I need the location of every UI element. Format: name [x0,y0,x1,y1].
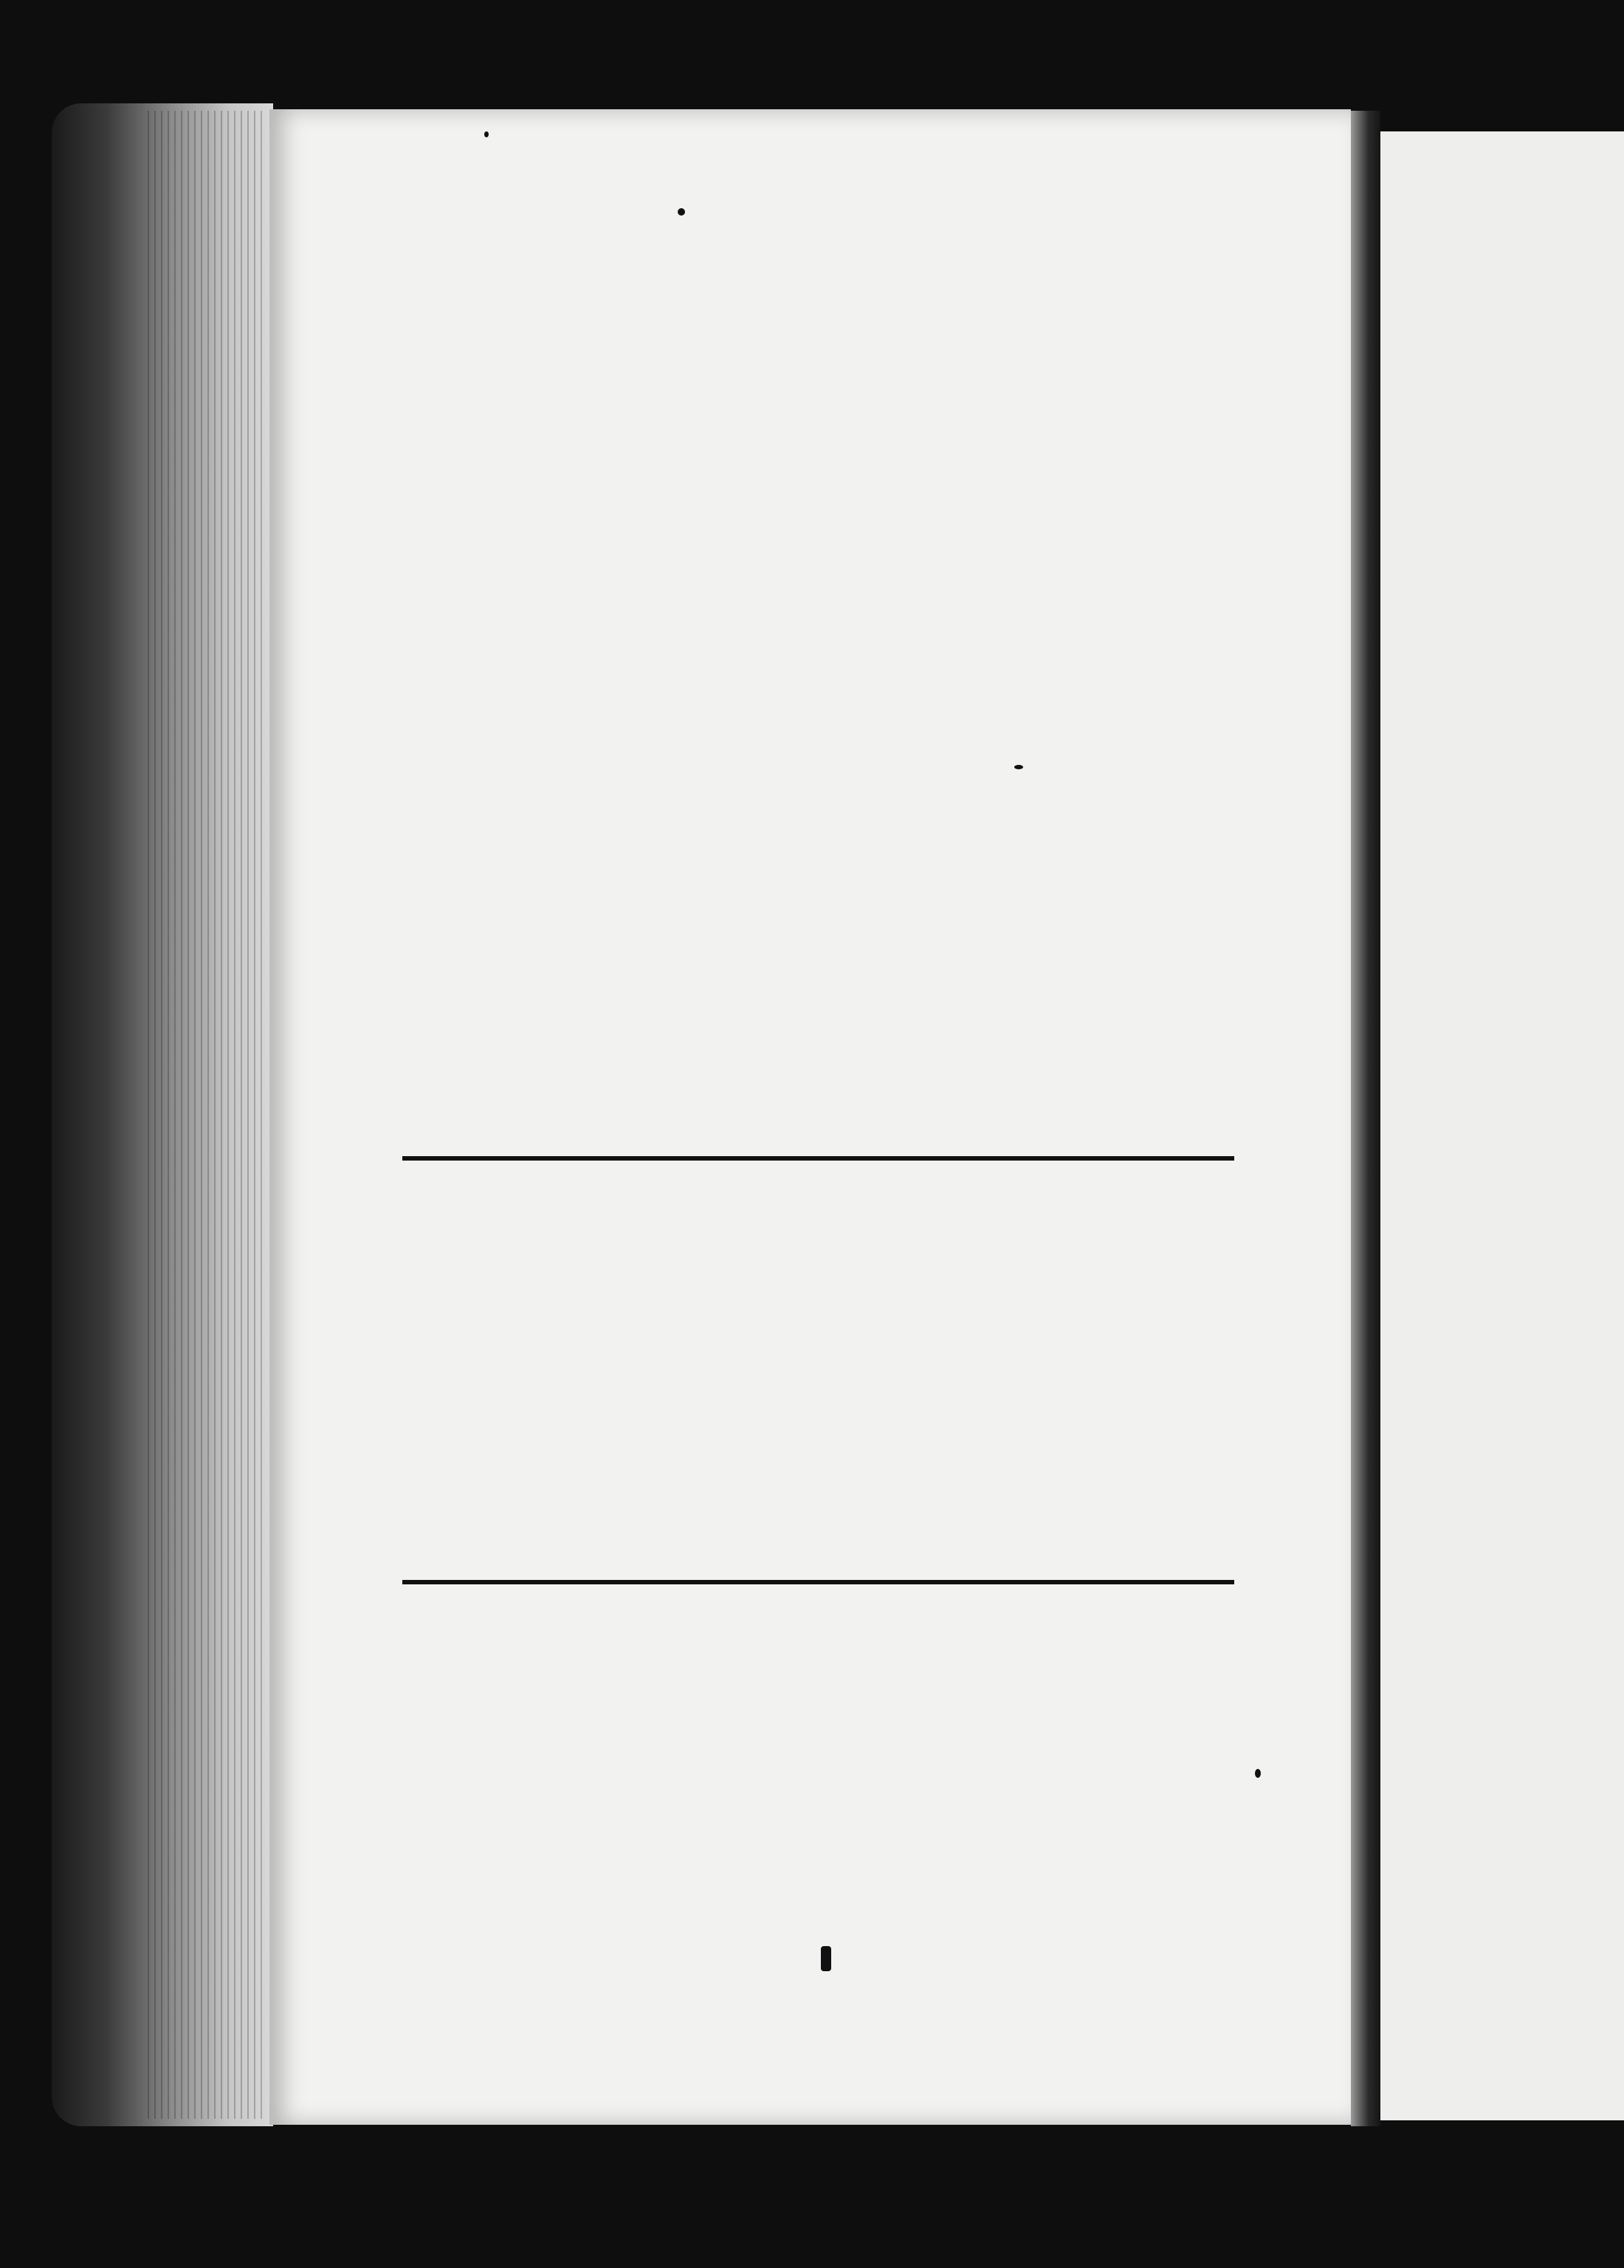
ink-speck [1014,765,1023,769]
book-gutter [1351,111,1380,2126]
rule-below-advertisement [402,1580,1234,1584]
page-header [407,322,1234,359]
left-page [269,109,1351,2125]
page-edge-texture [148,111,266,2119]
advertisement [391,1174,1233,1199]
right-page [1380,131,1624,2120]
ink-speck [484,131,489,137]
ink-speck [1255,1769,1261,1778]
ink-speck [678,208,685,216]
rule-above-advertisement [402,1156,1234,1161]
ink-mark [821,1946,831,1971]
